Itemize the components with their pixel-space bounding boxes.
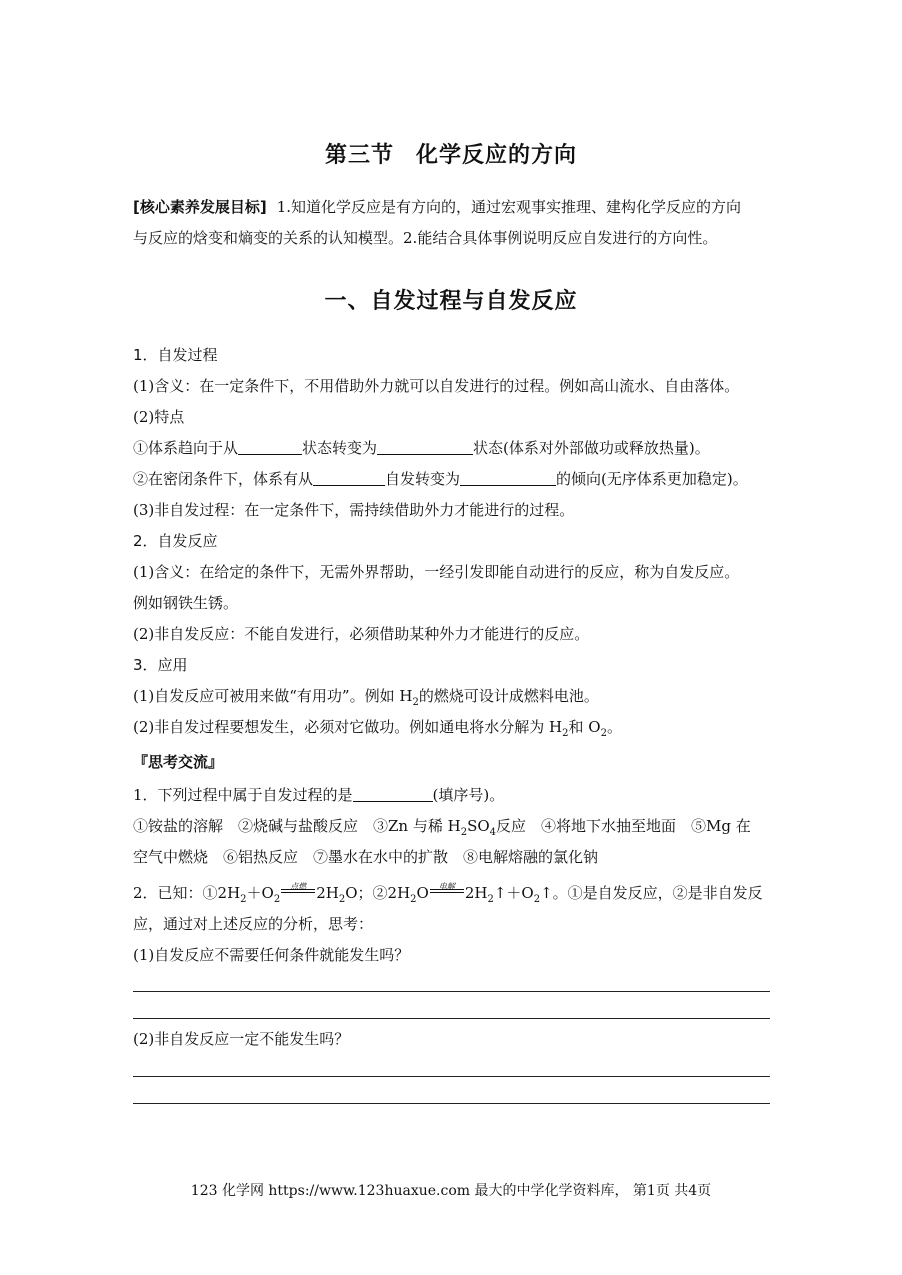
reaction-equals-sign [281, 882, 315, 897]
s1-meaning: (1)含义：在一定条件下，不用借助外力就可以自发进行的过程。例如高山流水、自由落体。 [133, 377, 740, 395]
s2-nonspontaneous: (2)非自发反应：不能自发进行，必须借助某种外力才能进行的反应。 [133, 625, 590, 643]
question-2: 2．已知：$①2H_2+O_2$ 点燃 $2H_2O$；$②2H_2O$ 电解 $2H_2↑+O_2↑$。①是自发反应，②是非自发反 [133, 882, 778, 904]
goals-text-1: 1.知道化学反应是有方向的，通过宏观事实推理、建构化学反应的方向 [276, 198, 742, 216]
s2-meaning-2: 例如钢铁生锈。 [133, 594, 239, 612]
answer-line[interactable] [133, 991, 770, 992]
s3-application-2: (2)非自发过程要想发生，必须对它做功。例如通电将水分解为 $H_2$和 $O_2$。 [133, 718, 622, 739]
s1-feature-heading: (2)特点 [133, 408, 185, 426]
sub-question-1: (1)自发反应不需要任何条件就能发生吗？ [133, 946, 410, 964]
sub-question-2: (2)非自发反应一定不能发生吗？ [133, 1030, 350, 1048]
fill-blank[interactable] [377, 439, 473, 455]
question-1-options-1: ①铵盐的溶解 ②烧碱与盐酸反应 ③Zn 与稀 $H_2SO_4$反应 ④将地下水抽至地面 ⑤Mg 在 [133, 817, 751, 838]
s2-meaning-1: (1)含义：在给定的条件下，无需外界帮助，一经引发即能自动进行的反应，称为自发反应。 [133, 563, 740, 581]
s1-feature-2: ②在密闭条件下，体系有从 自发转变为 的倾向(无序体系更加稳定)。 [133, 470, 748, 488]
reaction-condition: 电解 [438, 882, 455, 891]
think-heading: 『思考交流』 [133, 753, 224, 771]
fill-blank[interactable] [238, 439, 302, 455]
fill-blank[interactable] [313, 470, 385, 486]
s2-heading: 2．自发反应 [133, 532, 218, 550]
answer-line[interactable] [133, 1103, 770, 1104]
question-1-options-2: 空气中燃烧 ⑥铝热反应 ⑦墨水在水中的扩散 ⑧电解熔融的氯化钠 [133, 848, 599, 866]
fill-blank[interactable] [353, 786, 433, 802]
s1-heading: 1．自发过程 [133, 346, 218, 364]
s1-feature-1: ①体系趋向于从 状态转变为 状态(体系对外部做功或释放热量)。 [133, 439, 710, 457]
goals-tag: [核心素养发展目标] [133, 198, 267, 216]
page-footer: 123 化学网 https://www.123huaxue.com 最大的中学化学资料库， 第1页 共4页 [190, 1183, 712, 1199]
s3-heading: 3．应用 [133, 656, 188, 674]
reaction-condition: 点燃 [290, 882, 307, 891]
lesson-number: 第三节 [324, 143, 394, 168]
lesson-title [0, 138, 902, 169]
s3-application-1: (1)自发反应可被用来做“有用功”。例如 $H_2$的燃烧可设计成燃料电池。 [133, 687, 599, 708]
answer-line[interactable] [133, 1018, 770, 1019]
s1-nonspontaneous: (3)非自发过程：在一定条件下，需持续借助外力才能进行的过程。 [133, 501, 575, 519]
fill-blank[interactable] [460, 470, 556, 486]
reaction-equals-sign [430, 882, 464, 897]
question-2-line-2: 应，通过对上述反应的分析，思考： [133, 915, 374, 933]
goals-text-2: 与反应的焓变和熵变的关系的认知模型。2.能结合具体事例说明反应自发进行的方向性。 [133, 229, 718, 247]
question-1: 1．下列过程中属于自发过程的是 (填序号)。 [133, 786, 505, 804]
section-heading: 一、自发过程与自发反应 [324, 289, 578, 314]
answer-line[interactable] [133, 1076, 770, 1077]
lesson-name: 化学反应的方向 [416, 143, 578, 168]
core-goals [133, 192, 773, 254]
